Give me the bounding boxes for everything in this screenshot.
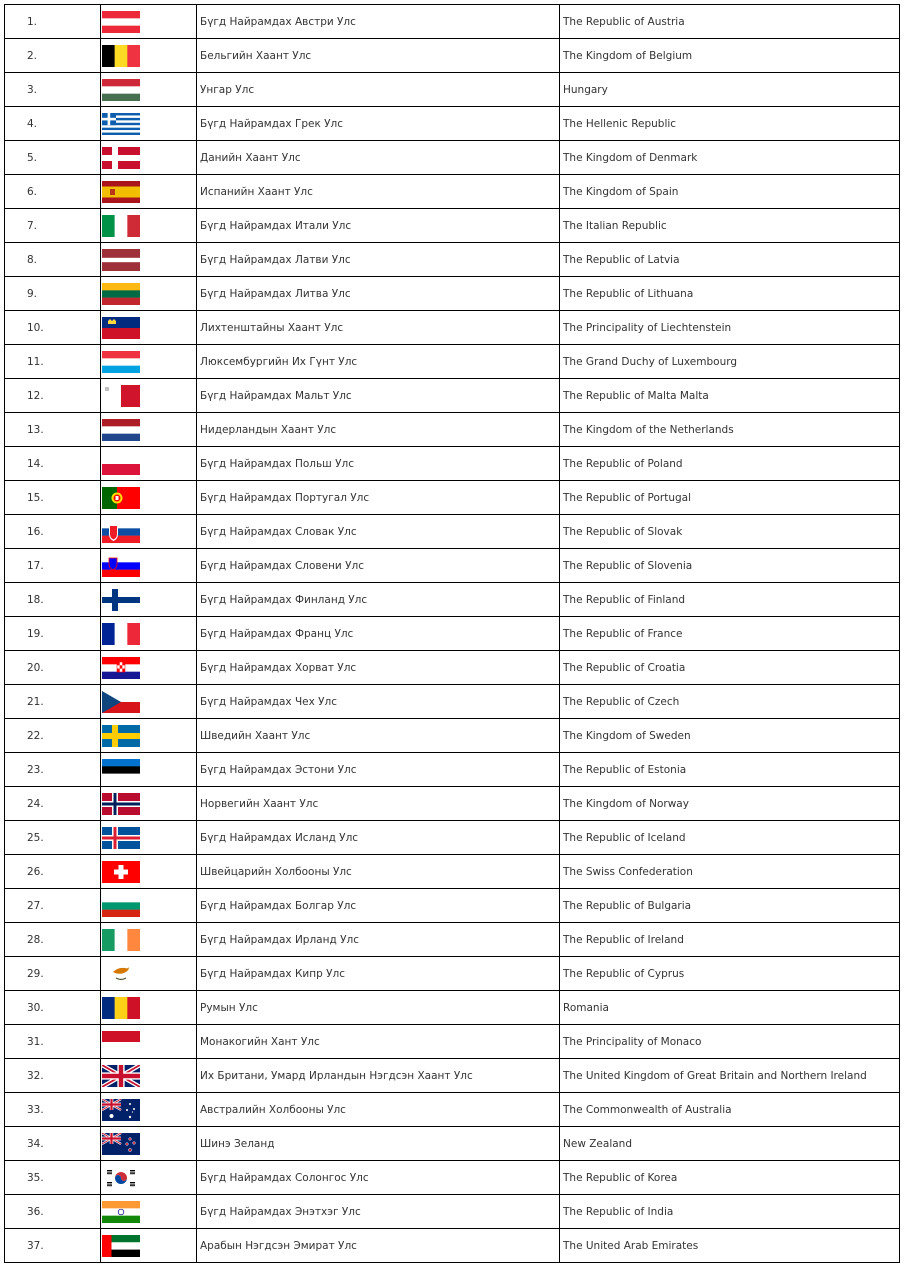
- flag-cell: [101, 617, 197, 651]
- australia-flag-icon: [102, 1099, 140, 1121]
- flag-cell: [101, 855, 197, 889]
- greece-flag-icon: [102, 113, 140, 135]
- country-name-mongolian: Бүгд Найрамдах Ирланд Улс: [197, 923, 560, 957]
- country-name-mongolian: Бүгд Найрамдах Мальт Улс: [197, 379, 560, 413]
- flag-cell: [101, 923, 197, 957]
- cyprus-flag-icon: [102, 963, 140, 985]
- row-number: 11.: [5, 345, 101, 379]
- flag-cell: [101, 5, 197, 39]
- table-row: [5, 413, 900, 447]
- table-row: [5, 141, 900, 175]
- row-number: 7.: [5, 209, 101, 243]
- country-name-english: The Republic of Austria: [560, 5, 900, 39]
- country-name-mongolian: Монакогийн Хант Улс: [197, 1025, 560, 1059]
- table-row: [5, 651, 900, 685]
- flag-cell: [101, 345, 197, 379]
- row-number: 20.: [5, 651, 101, 685]
- country-name-mongolian: Бүгд Найрамдах Хорват Улс: [197, 651, 560, 685]
- table-row: [5, 5, 900, 39]
- country-name-english: The Republic of Lithuana: [560, 277, 900, 311]
- country-name-mongolian: Австралийн Холбооны Улс: [197, 1093, 560, 1127]
- table-row: [5, 855, 900, 889]
- country-name-mongolian: Испанийн Хаант Улс: [197, 175, 560, 209]
- country-name-mongolian: Бүгд Найрамдах Энэтхэг Улс: [197, 1195, 560, 1229]
- row-number: 29.: [5, 957, 101, 991]
- netherlands-flag-icon: [102, 419, 140, 441]
- country-name-mongolian: Бүгд Найрамдах Солонгос Улс: [197, 1161, 560, 1195]
- flag-cell: [101, 957, 197, 991]
- country-name-english: The Principality of Monaco: [560, 1025, 900, 1059]
- monaco-flag-icon: [102, 1031, 140, 1053]
- country-name-mongolian: Шинэ Зеланд: [197, 1127, 560, 1161]
- row-number: 6.: [5, 175, 101, 209]
- country-name-english: The Republic of Slovak: [560, 515, 900, 549]
- row-number: 16.: [5, 515, 101, 549]
- table-row: [5, 73, 900, 107]
- flag-cell: [101, 651, 197, 685]
- country-name-mongolian: Люксембургийн Их Гүнт Улс: [197, 345, 560, 379]
- country-name-english: The Grand Duchy of Luxembourg: [560, 345, 900, 379]
- country-name-mongolian: Шведийн Хаант Улс: [197, 719, 560, 753]
- row-number: 19.: [5, 617, 101, 651]
- country-name-mongolian: Бүгд Найрамдах Австри Улс: [197, 5, 560, 39]
- country-name-english: The Kingdom of Spain: [560, 175, 900, 209]
- country-name-english: The Republic of Finland: [560, 583, 900, 617]
- country-name-english: The United Kingdom of Great Britain and Northern Ireland: [560, 1059, 900, 1093]
- country-name-english: The Republic of Czech: [560, 685, 900, 719]
- flag-cell: [101, 209, 197, 243]
- countries-table-body: [5, 5, 900, 1263]
- country-name-mongolian: Арабын Нэгдсэн Эмират Улс: [197, 1229, 560, 1263]
- flag-cell: [101, 1059, 197, 1093]
- country-name-english: The Republic of India: [560, 1195, 900, 1229]
- table-row: [5, 1127, 900, 1161]
- romania-flag-icon: [102, 997, 140, 1019]
- luxembourg-flag-icon: [102, 351, 140, 373]
- row-number: 36.: [5, 1195, 101, 1229]
- table-row: [5, 311, 900, 345]
- flag-cell: [101, 753, 197, 787]
- row-number: 2.: [5, 39, 101, 73]
- row-number: 3.: [5, 73, 101, 107]
- country-name-english: The Republic of Portugal: [560, 481, 900, 515]
- row-number: 14.: [5, 447, 101, 481]
- flag-cell: [101, 1025, 197, 1059]
- flag-cell: [101, 175, 197, 209]
- flag-cell: [101, 889, 197, 923]
- country-name-english: The Republic of Latvia: [560, 243, 900, 277]
- country-name-english: The Republic of France: [560, 617, 900, 651]
- row-number: 32.: [5, 1059, 101, 1093]
- country-name-english: Hungary: [560, 73, 900, 107]
- country-name-english: The Republic of Iceland: [560, 821, 900, 855]
- country-name-english: The Republic of Cyprus: [560, 957, 900, 991]
- country-name-english: The Republic of Croatia: [560, 651, 900, 685]
- country-name-english: The Republic of Ireland: [560, 923, 900, 957]
- country-name-english: The Kingdom of Denmark: [560, 141, 900, 175]
- row-number: 25.: [5, 821, 101, 855]
- country-name-english: The Swiss Confederation: [560, 855, 900, 889]
- country-name-mongolian: Бүгд Найрамдах Итали Улс: [197, 209, 560, 243]
- country-name-english: The Commonwealth of Australia: [560, 1093, 900, 1127]
- denmark-flag-icon: [102, 147, 140, 169]
- iceland-flag-icon: [102, 827, 140, 849]
- table-row: [5, 345, 900, 379]
- flag-cell: [101, 821, 197, 855]
- flag-cell: [101, 379, 197, 413]
- country-name-english: Romania: [560, 991, 900, 1025]
- country-name-mongolian: Данийн Хаант Улс: [197, 141, 560, 175]
- flag-cell: [101, 243, 197, 277]
- flag-cell: [101, 277, 197, 311]
- country-name-english: The Republic of Poland: [560, 447, 900, 481]
- liechtenstein-flag-icon: [102, 317, 140, 339]
- row-number: 33.: [5, 1093, 101, 1127]
- flag-cell: [101, 447, 197, 481]
- row-number: 23.: [5, 753, 101, 787]
- country-name-mongolian: Бүгд Найрамдах Латви Улс: [197, 243, 560, 277]
- table-row: [5, 1229, 900, 1263]
- country-name-english: The Republic of Bulgaria: [560, 889, 900, 923]
- ireland-flag-icon: [102, 929, 140, 951]
- flag-cell: [101, 1229, 197, 1263]
- country-name-mongolian: Бельгийн Хаант Улс: [197, 39, 560, 73]
- finland-flag-icon: [102, 589, 140, 611]
- poland-flag-icon: [102, 453, 140, 475]
- row-number: 15.: [5, 481, 101, 515]
- table-row: [5, 39, 900, 73]
- table-row: [5, 481, 900, 515]
- flag-cell: [101, 1195, 197, 1229]
- table-row: [5, 1025, 900, 1059]
- new-zealand-flag-icon: [102, 1133, 140, 1155]
- country-name-english: The Republic of Malta Malta: [560, 379, 900, 413]
- row-number: 22.: [5, 719, 101, 753]
- table-row: [5, 923, 900, 957]
- row-number: 28.: [5, 923, 101, 957]
- country-name-english: The Principality of Liechtenstein: [560, 311, 900, 345]
- flag-cell: [101, 39, 197, 73]
- france-flag-icon: [102, 623, 140, 645]
- country-name-mongolian: Бүгд Найрамдах Чех Улс: [197, 685, 560, 719]
- row-number: 27.: [5, 889, 101, 923]
- czech-flag-icon: [102, 691, 140, 713]
- row-number: 37.: [5, 1229, 101, 1263]
- flag-cell: [101, 141, 197, 175]
- flag-cell: [101, 107, 197, 141]
- country-name-mongolian: Нидерландын Хаант Улс: [197, 413, 560, 447]
- country-name-english: The Republic of Korea: [560, 1161, 900, 1195]
- country-name-mongolian: Бүгд Найрамдах Литва Улс: [197, 277, 560, 311]
- table-row: [5, 821, 900, 855]
- country-name-english: The Kingdom of the Netherlands: [560, 413, 900, 447]
- flag-cell: [101, 413, 197, 447]
- portugal-flag-icon: [102, 487, 140, 509]
- table-row: [5, 379, 900, 413]
- country-name-mongolian: Норвегийн Хаант Улс: [197, 787, 560, 821]
- country-name-mongolian: Бүгд Найрамдах Португал Улс: [197, 481, 560, 515]
- slovakia-flag-icon: [102, 521, 140, 543]
- row-number: 8.: [5, 243, 101, 277]
- croatia-flag-icon: [102, 657, 140, 679]
- bulgaria-flag-icon: [102, 895, 140, 917]
- table-row: [5, 889, 900, 923]
- country-name-mongolian: Их Британи, Умард Ирландын Нэгдсэн Хаант Улс: [197, 1059, 560, 1093]
- row-number: 21.: [5, 685, 101, 719]
- flag-cell: [101, 481, 197, 515]
- row-number: 17.: [5, 549, 101, 583]
- table-row: [5, 1161, 900, 1195]
- slovenia-flag-icon: [102, 555, 140, 577]
- country-name-mongolian: Бүгд Найрамдах Финланд Улс: [197, 583, 560, 617]
- table-row: [5, 991, 900, 1025]
- table-row: [5, 1093, 900, 1127]
- country-name-mongolian: Бүгд Найрамдах Польш Улс: [197, 447, 560, 481]
- country-name-mongolian: Лихтенштайны Хаант Улс: [197, 311, 560, 345]
- row-number: 24.: [5, 787, 101, 821]
- table-row: [5, 175, 900, 209]
- row-number: 26.: [5, 855, 101, 889]
- table-row: [5, 753, 900, 787]
- row-number: 30.: [5, 991, 101, 1025]
- country-name-english: The Italian Republic: [560, 209, 900, 243]
- row-number: 10.: [5, 311, 101, 345]
- flag-cell: [101, 311, 197, 345]
- table-row: [5, 583, 900, 617]
- table-row: [5, 277, 900, 311]
- country-name-mongolian: Бүгд Найрамдах Словак Улс: [197, 515, 560, 549]
- countries-table: [4, 4, 900, 1263]
- row-number: 9.: [5, 277, 101, 311]
- table-row: [5, 447, 900, 481]
- flag-cell: [101, 719, 197, 753]
- flag-cell: [101, 1161, 197, 1195]
- austria-flag-icon: [102, 11, 140, 33]
- flag-cell: [101, 1093, 197, 1127]
- malta-flag-icon: [102, 385, 140, 407]
- flag-cell: [101, 73, 197, 107]
- table-row: [5, 617, 900, 651]
- italy-flag-icon: [102, 215, 140, 237]
- india-flag-icon: [102, 1201, 140, 1223]
- country-name-english: The Kingdom of Belgium: [560, 39, 900, 73]
- table-row: [5, 685, 900, 719]
- flag-cell: [101, 515, 197, 549]
- sweden-flag-icon: [102, 725, 140, 747]
- row-number: 34.: [5, 1127, 101, 1161]
- table-row: [5, 1195, 900, 1229]
- country-name-english: The Kingdom of Norway: [560, 787, 900, 821]
- country-name-mongolian: Бүгд Найрамдах Эстони Улс: [197, 753, 560, 787]
- norway-flag-icon: [102, 793, 140, 815]
- row-number: 5.: [5, 141, 101, 175]
- row-number: 4.: [5, 107, 101, 141]
- row-number: 18.: [5, 583, 101, 617]
- latvia-flag-icon: [102, 249, 140, 271]
- country-name-mongolian: Бүгд Найрамдах Болгар Улс: [197, 889, 560, 923]
- table-row: [5, 957, 900, 991]
- flag-cell: [101, 549, 197, 583]
- table-row: [5, 515, 900, 549]
- south-korea-flag-icon: [102, 1167, 140, 1189]
- country-name-english: The United Arab Emirates: [560, 1229, 900, 1263]
- hungary-flag-icon: [102, 79, 140, 101]
- united-kingdom-flag-icon: [102, 1065, 140, 1087]
- table-row: [5, 787, 900, 821]
- switzerland-flag-icon: [102, 861, 140, 883]
- row-number: 31.: [5, 1025, 101, 1059]
- country-name-english: New Zealand: [560, 1127, 900, 1161]
- estonia-flag-icon: [102, 759, 140, 781]
- table-row: [5, 243, 900, 277]
- country-name-mongolian: Румын Улс: [197, 991, 560, 1025]
- table-row: [5, 209, 900, 243]
- country-name-english: The Kingdom of Sweden: [560, 719, 900, 753]
- row-number: 12.: [5, 379, 101, 413]
- uae-flag-icon: [102, 1235, 140, 1257]
- row-number: 1.: [5, 5, 101, 39]
- table-row: [5, 1059, 900, 1093]
- row-number: 35.: [5, 1161, 101, 1195]
- spain-flag-icon: [102, 181, 140, 203]
- flag-cell: [101, 685, 197, 719]
- country-name-mongolian: Бүгд Найрамдах Грек Улс: [197, 107, 560, 141]
- table-row: [5, 549, 900, 583]
- country-name-mongolian: Бүгд Найрамдах Словени Улс: [197, 549, 560, 583]
- country-name-english: The Republic of Estonia: [560, 753, 900, 787]
- flag-cell: [101, 1127, 197, 1161]
- country-name-mongolian: Бүгд Найрамдах Кипр Улс: [197, 957, 560, 991]
- belgium-flag-icon: [102, 45, 140, 67]
- flag-cell: [101, 991, 197, 1025]
- country-name-english: The Republic of Slovenia: [560, 549, 900, 583]
- country-name-mongolian: Швейцарийн Холбооны Улс: [197, 855, 560, 889]
- lithuania-flag-icon: [102, 283, 140, 305]
- row-number: 13.: [5, 413, 101, 447]
- table-row: [5, 107, 900, 141]
- country-name-mongolian: Унгар Улс: [197, 73, 560, 107]
- country-name-mongolian: Бүгд Найрамдах Исланд Улс: [197, 821, 560, 855]
- country-name-english: The Hellenic Republic: [560, 107, 900, 141]
- flag-cell: [101, 787, 197, 821]
- country-name-mongolian: Бүгд Найрамдах Франц Улс: [197, 617, 560, 651]
- table-row: [5, 719, 900, 753]
- flag-cell: [101, 583, 197, 617]
